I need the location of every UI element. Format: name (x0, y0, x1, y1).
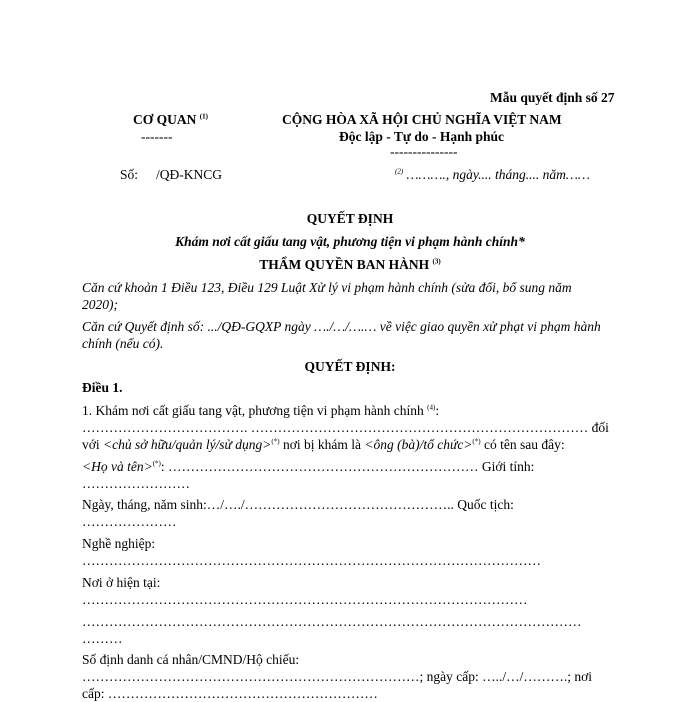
dob-line: Ngày, tháng, năm sinh:…/…./……………………………………….. Quốc tịch: (82, 497, 514, 512)
decision-subject: Khám nơi cất giấu tang vật, phương tiện vi phạm hành chính* (175, 234, 525, 249)
decision-title: QUYẾT ĐỊNH (306, 211, 394, 226)
motto-divider: --------------- (390, 144, 458, 159)
dots-line-a: ………………………………. ………………………………………………………………… đối (82, 420, 609, 435)
address-dots-3: ……… (82, 631, 123, 646)
name-footnote: (*) (152, 459, 161, 468)
decision-heading: QUYẾT ĐỊNH: (304, 359, 396, 374)
person-placeholder: <ông (bà)/tổ chức> (364, 437, 473, 452)
owner-placeholder: <chủ sở hữu/quản lý/sử dụng> (103, 437, 272, 452)
owner-line (82, 437, 565, 453)
item-1-footnote: (4) (427, 403, 436, 412)
agency-name (133, 112, 208, 128)
item-1-colon: : (435, 403, 440, 418)
name-dots: : …………………………………………………………… Giới tính: (160, 459, 535, 474)
legal-basis-1-line1: Căn cứ khoản 1 Điều 123, Điều 129 Luật Xử lý vi phạm hành chính (sửa đổi, bổ sung năm (82, 280, 572, 295)
nation-title: CỘNG HÒA XÃ HỘI CHỦ NGHĨA VIỆT NAM (282, 112, 562, 127)
address-dots-2: ………………………………………………………………………………………………… (82, 614, 582, 629)
legal-basis-1-line2: 2020); (82, 297, 118, 312)
date-line (395, 167, 590, 183)
issued-place-line: cấp: …………………………………………………… (82, 686, 378, 701)
address-label: Nơi ở hiện tại: (82, 575, 161, 590)
id-line: …………………………………………………………………; ngày cấp: …../…/……….; nơi (82, 669, 592, 684)
item-1-text: 1. Khám nơi cất giấu tang vật, phương tiện vi phạm hành chính (82, 403, 424, 418)
nation-motto: Độc lập - Tự do - Hạnh phúc (339, 129, 505, 144)
with-prefix: với (82, 437, 100, 452)
agency-footnote: (1) (199, 112, 208, 121)
name-tail: có tên sau đây: (480, 437, 565, 452)
agency-divider: ------- (141, 129, 173, 144)
job-label: Nghề nghiệp: (82, 536, 156, 551)
decision-number-label: Số: (120, 167, 139, 182)
issuing-authority (0, 257, 700, 273)
date-line-text: ………., ngày.... tháng.... năm…… (406, 167, 590, 182)
decision-number-code: /QĐ-KNCG (156, 167, 222, 182)
address-dots-1: ……………………………………………………………………………………… (82, 592, 528, 607)
item-1-line (82, 403, 439, 419)
legal-basis-2-line1: Căn cứ Quyết định số: .../QĐ-GQXP ngày …./…/….… về việc giao quyền xử phạt vi phạm hành (82, 319, 601, 334)
id-label: Số định danh cá nhân/CMND/Hộ chiếu: (82, 652, 300, 667)
place-footnote: (2) (395, 167, 404, 176)
legal-basis-2-line2: chính (nếu có). (82, 336, 164, 351)
owner-footnote: (*) (271, 437, 280, 446)
job-dots: ………………………………………………………………………………………… (82, 553, 541, 568)
name-line (82, 459, 534, 475)
issuing-authority-text: THẨM QUYỀN BAN HÀNH (259, 257, 430, 272)
searched-text: nơi bị khám là (279, 437, 361, 452)
gender-dots: …………………… (82, 476, 190, 491)
article-1-heading: Điều 1. (82, 380, 123, 395)
agency-name-text: CƠ QUAN (133, 112, 197, 127)
person-footnote: (*) (472, 437, 481, 446)
form-label: Mẫu quyết định số 27 (490, 90, 615, 105)
name-placeholder: <Họ và tên> (82, 459, 153, 474)
nationality-dots: ………………… (82, 514, 177, 529)
authority-footnote: (3) (432, 257, 441, 266)
